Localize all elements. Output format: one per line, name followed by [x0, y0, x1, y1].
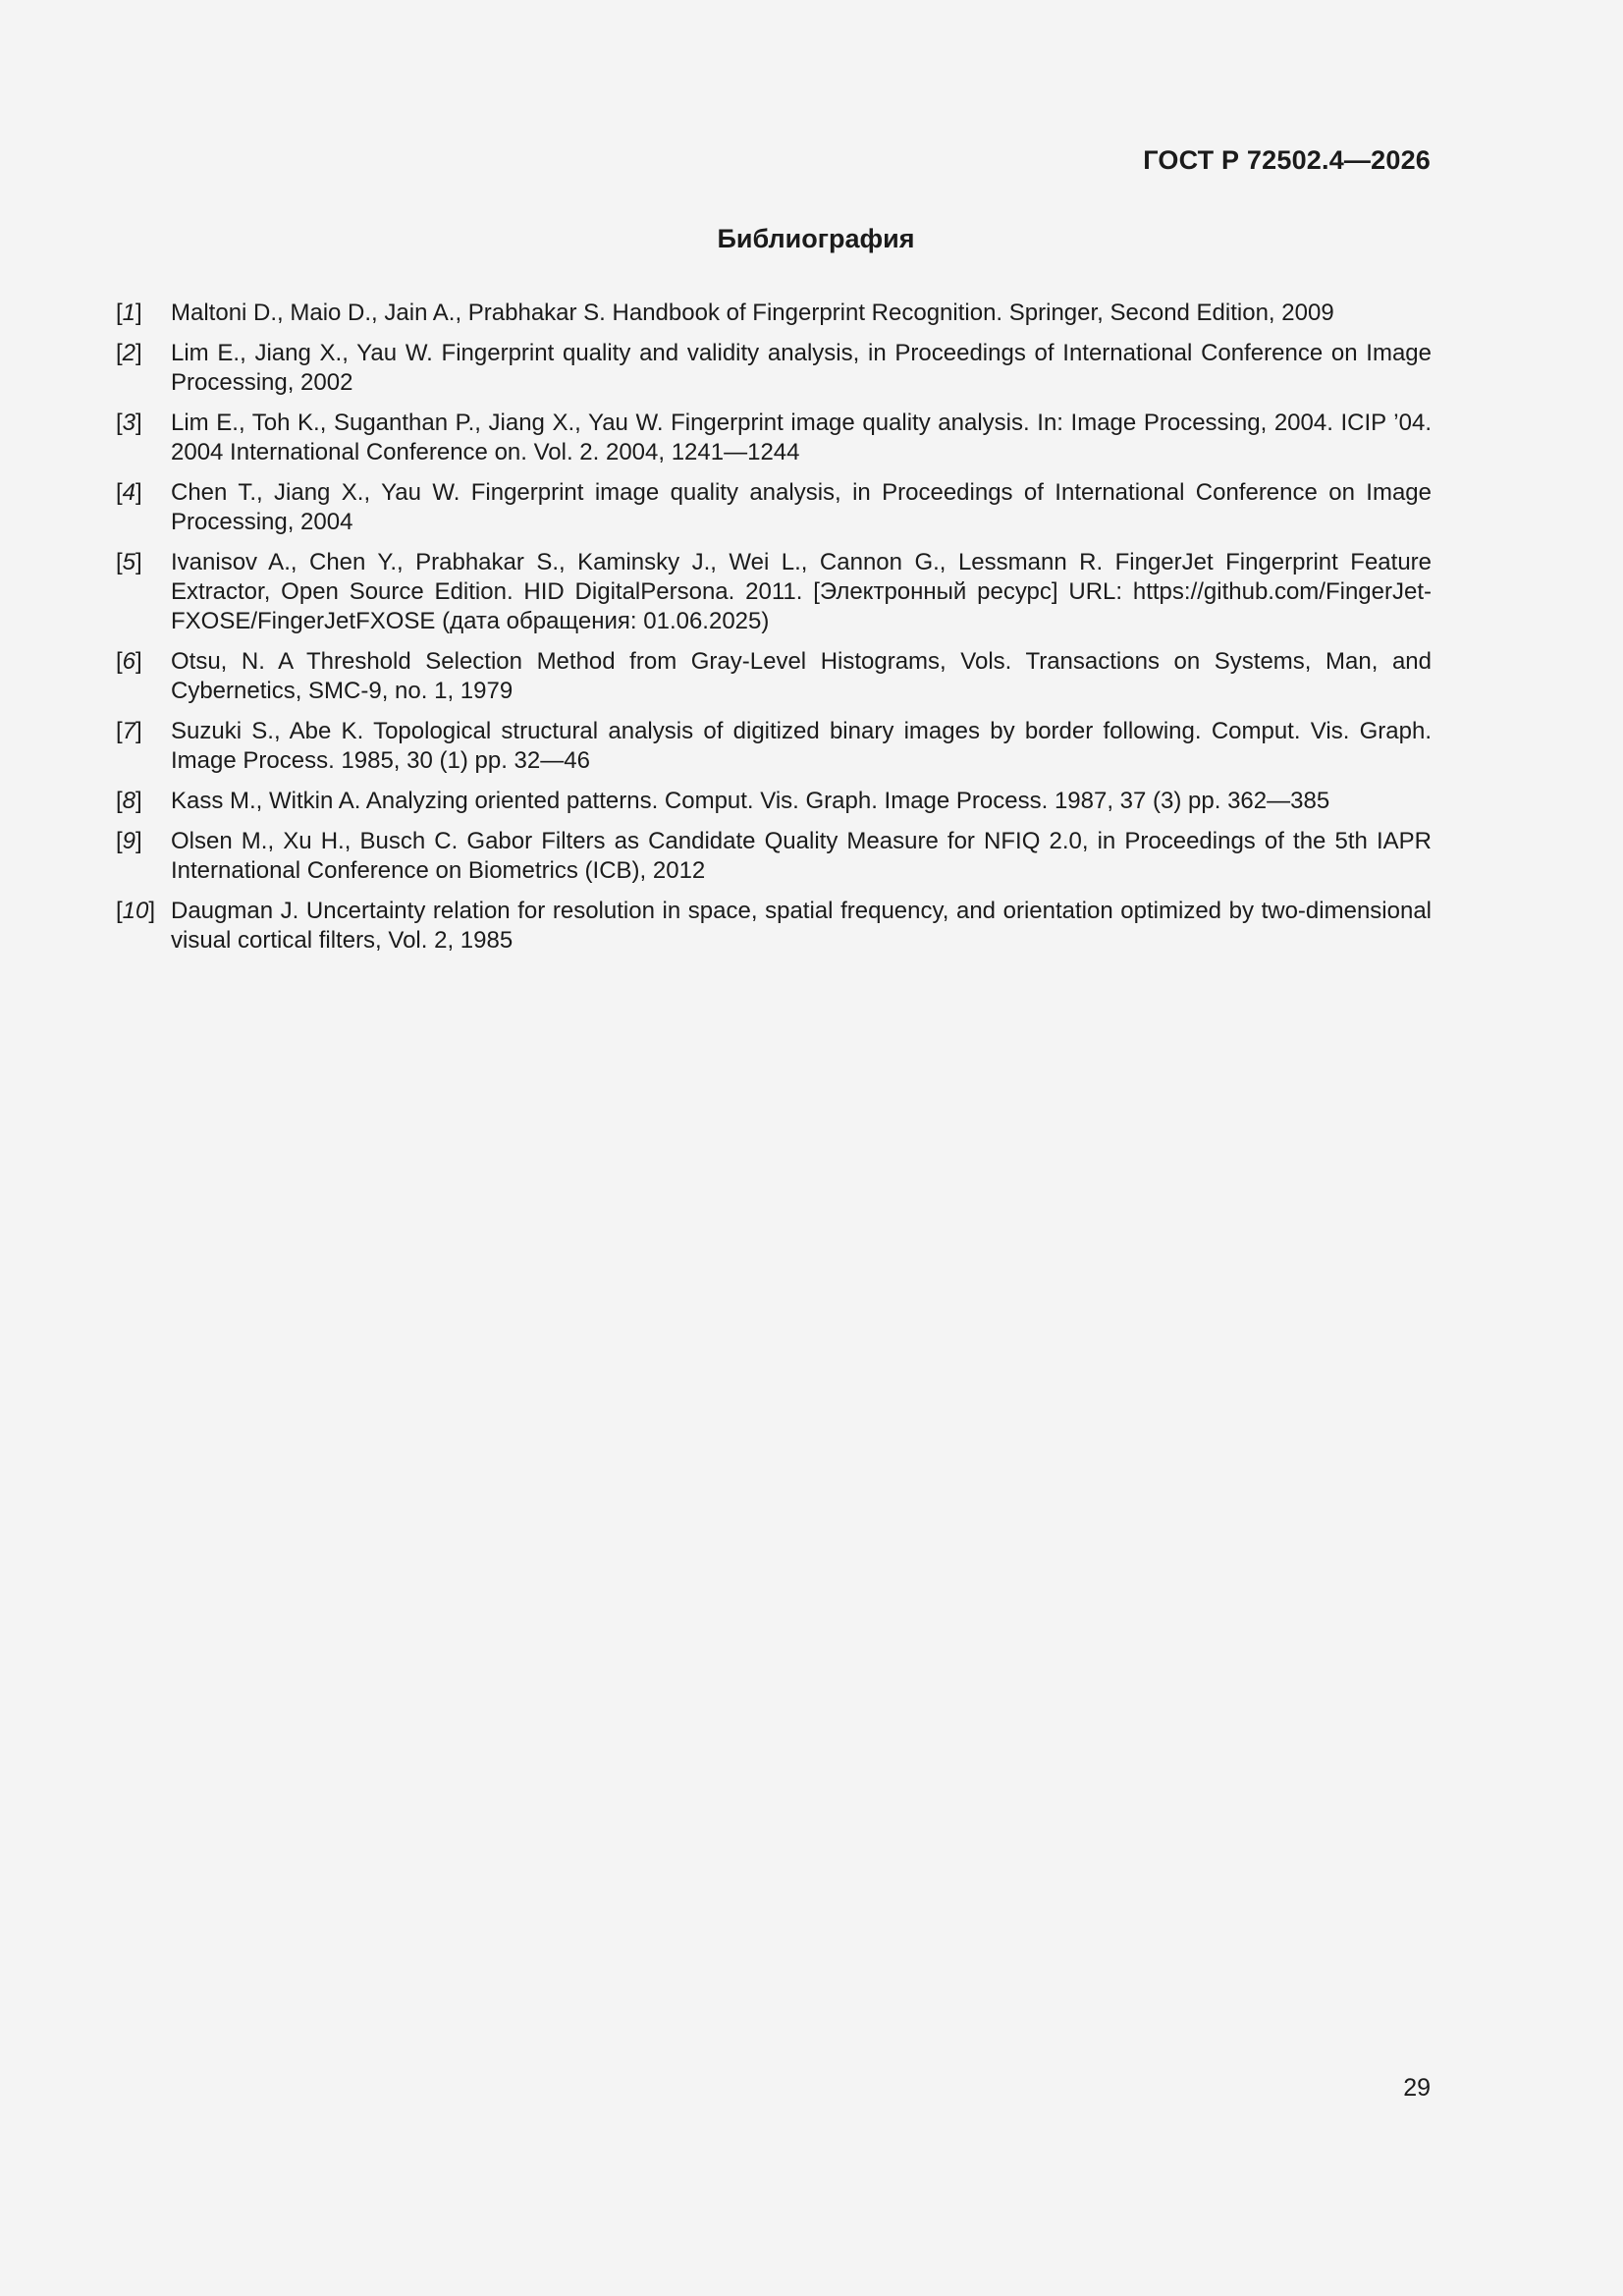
reference-number-value: 6 [122, 648, 136, 675]
reference-text: Daugman J. Uncertainty relation for resolution in space, spatial frequency, and orientation optimized by two-dimensional visual cortical filters, Vol. 2, 1985 [171, 898, 1432, 954]
bibliography-item [116, 647, 1432, 706]
reference-number: [10] [116, 898, 156, 924]
reference-text: Lim E., Toh K., Suganthan P., Jiang X., Yau W. Fingerprint image quality analysis. In: Image Processing, 2004. ICIP ’04. 2004 International Conference on. Vol. 2. 2004, 1241—1244 [171, 410, 1432, 465]
reference-number: [1] [116, 300, 142, 326]
reference-text: Suzuki S., Abe K. Topological structural analysis of digitized binary images by border following. Comput. Vis. Graph. Image Process. 1985, 30 (1) pp. 32—46 [171, 718, 1432, 774]
reference-number-value: 9 [122, 828, 136, 854]
reference-number: [9] [116, 828, 142, 854]
document-code: ГОСТ Р 72502.4—2026 [1143, 145, 1431, 175]
reference-number: [5] [116, 549, 142, 575]
reference-text: Ivanisov A., Chen Y., Prabhakar S., Kaminsky J., Wei L., Cannon G., Lessmann R. FingerJet Fingerprint Feature Extractor, Open Source Edition. HID DigitalPersona. 2011. [Электронный ресурс] URL: https://github.com/FingerJet-FXOSE/FingerJetFXOSE (дата обращения: 01.06.2025) [171, 549, 1432, 634]
bibliography-list [116, 299, 1432, 966]
bibliography-item [116, 339, 1432, 398]
reference-number: [7] [116, 718, 142, 744]
bibliography-item [116, 548, 1432, 636]
reference-number-value: 4 [122, 479, 136, 506]
page-number: 29 [1403, 2074, 1431, 2102]
bibliography-item [116, 897, 1432, 956]
bibliography-item [116, 717, 1432, 776]
reference-number-value: 3 [122, 410, 136, 436]
reference-text: Chen T., Jiang X., Yau W. Fingerprint image quality analysis, in Proceedings of International Conference on Image Processing, 2004 [171, 479, 1432, 535]
reference-number-value: 7 [122, 718, 136, 744]
bibliography-item [116, 478, 1432, 537]
bibliography-item [116, 827, 1432, 886]
reference-text: Otsu, N. A Threshold Selection Method from Gray-Level Histograms, Vols. Transactions on Systems, Man, and Cybernetics, SMC-9, no. 1, 1979 [171, 648, 1432, 704]
reference-number: [2] [116, 340, 142, 366]
reference-number-value: 8 [122, 788, 136, 814]
reference-number-value: 5 [122, 549, 136, 575]
reference-number: [4] [116, 479, 142, 506]
reference-number-value: 2 [122, 340, 136, 366]
reference-number-value: 1 [122, 300, 136, 326]
reference-number-value: 10 [122, 898, 149, 924]
reference-number: [8] [116, 788, 142, 814]
reference-text: Lim E., Jiang X., Yau W. Fingerprint quality and validity analysis, in Proceedings of International Conference on Image Processing, 2002 [171, 340, 1432, 396]
reference-text: Maltoni D., Maio D., Jain A., Prabhakar S. Handbook of Fingerprint Recognition. Springer, Second Edition, 2009 [171, 300, 1334, 326]
reference-text: Olsen M., Xu H., Busch C. Gabor Filters as Candidate Quality Measure for NFIQ 2.0, in Proceedings of the 5th IAPR International Conference on Biometrics (ICB), 2012 [171, 828, 1432, 884]
bibliography-item [116, 409, 1432, 467]
reference-number: [3] [116, 410, 142, 436]
bibliography-item [116, 299, 1432, 328]
bibliography-item [116, 787, 1432, 816]
reference-number: [6] [116, 648, 142, 675]
section-title: Библиография [717, 224, 915, 253]
reference-text: Kass M., Witkin A. Analyzing oriented patterns. Comput. Vis. Graph. Image Process. 1987, 37 (3) pp. 362—385 [171, 788, 1330, 814]
